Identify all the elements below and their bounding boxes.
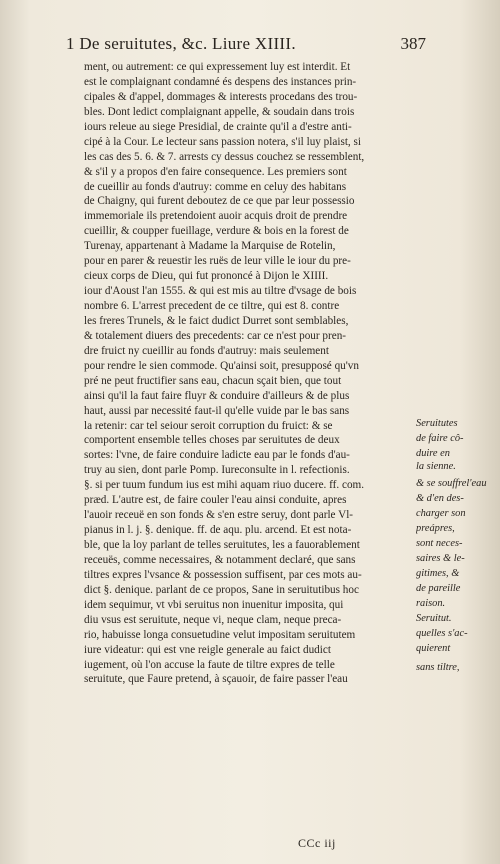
margin-note: preápres, (416, 523, 455, 534)
text-line: bles. Dont ledict complaignant appelle, & soudain dans trois (84, 105, 355, 118)
margin-note: quelles s'ac- (416, 628, 468, 639)
margin-note: raison. (416, 598, 446, 609)
margin-note: quierent (416, 643, 451, 654)
text-line: de cueillir au fonds d'autruy: comme en celuy des habitans (84, 180, 347, 193)
text-line: & totalement diuers des precedents: car ce n'est pour pren- (84, 329, 347, 342)
text-line: §. si per tuum fundum ius est mihi aquam riuo ducere. ff. com. (84, 479, 365, 492)
margin-note: Seruitut. (416, 613, 452, 624)
text-line: cieux corps de Dieu, qui fut prononcé à Dijon le XIIII. (84, 270, 329, 283)
margin-note: & se souffrel'eau (416, 478, 487, 489)
text-line: Turenay, appartenant à Madame la Marquise de Rotelin, (84, 240, 336, 253)
text-line: cipales & d'appel, dommages & interests procedans des trou- (84, 90, 358, 103)
margin-note: de pareille (416, 583, 461, 594)
margin-note: duire en (416, 448, 450, 459)
margin-note: & d'en des- (416, 493, 464, 504)
text-line: tiltres expres l'vsance & possession suffisent, par ces mots au- (84, 568, 362, 581)
text-line: ble, que la loy parlant de telles seruitutes, les a fauorablement (84, 539, 360, 551)
margin-note: la sienne. (416, 461, 456, 472)
text-line: dre fruict ny cueillir au fonds d'autruy: mais seulement (84, 344, 329, 357)
margin-note: gitimes, & (416, 568, 460, 579)
text-line: diu vsus est seruitute, neque vi, neque clam, neque preca- (84, 613, 342, 626)
page-number: 387 (400, 34, 426, 53)
text-line: ainsi qu'il la faut faire fluyr & conduire d'ailleurs & de plus (84, 389, 350, 402)
text-line: les cas des 5. 6. & 7. arrests cy dessus couchez se ressemblent, (84, 150, 365, 163)
text-line: immemoriale ils pretendoient auoir acquis droit de prendre (84, 210, 348, 223)
text-line: truy au sien, dont parle Pomp. Iureconsulte in l. refectionis. (84, 464, 350, 477)
text-line: iour d'Aoust l'an 1555. & qui est mis au tiltre d'vsage de bois (84, 285, 357, 298)
text-line: ment, ou autrement: ce qui expressement luy est interdit. Et (84, 61, 351, 73)
text-line: dict §. denique. parlant de ce propos, Sane in seruitutibus hoc (84, 583, 359, 596)
text-line: pour rendre le sien commode. Qu'ainsi soit, presupposé qu'vn (84, 359, 359, 372)
body-text (84, 60, 416, 687)
text-line: pour en parer & reuestir les ruës de leur ville le iour du pre- (84, 255, 351, 268)
text-line: cipé à la Cour. Le lecteur sans passion notera, s'il luy plaist, si (84, 135, 361, 148)
margin-note: sans tiltre, (416, 662, 460, 673)
text-line: nombre 6. L'arrest precedent de ce tiltre, qui est 8. contre (84, 300, 340, 312)
text-line: de Chaigny, qui furent deboutez de ce que par leur possessio (84, 195, 355, 208)
margin-note: sont neces- (416, 538, 463, 549)
text-line: haut, aussi par necessité faut-il qu'elle vuide par le bas sans (84, 404, 350, 417)
text-line: cueillir, & coupper fueillage, verdure & bois en la forest de (84, 225, 349, 238)
text-line: est le complaignant condamné és despens des instances prin- (84, 75, 357, 88)
margin-note: charger son (416, 508, 466, 519)
text-line: les freres Trunels, & le faict dudict Durret sont semblables, (84, 314, 349, 327)
text-line: pianus in l. j. §. denique. ff. de aqu. plu. arcend. Et est nota- (84, 524, 352, 537)
text-line: iours releue au siege Presidial, de crainte qu'il a d'estre anti- (84, 120, 352, 133)
text-line: l'auoir receuë en son fonds & s'en estre seruy, dont parle Vl- (84, 509, 354, 522)
text-line: seruitute, que Faure pretend, à sçauoir, de faire passer l'eau (84, 673, 348, 686)
text-line: idem sequimur, vt vbi seruitus non inuenitur imposita, qui (84, 598, 344, 611)
running-head: 1 De seruitutes, &c. Liure XIIII. (66, 34, 296, 53)
margin-note: saires & le- (416, 553, 465, 564)
text-line: receuës, comme necessaires, & notamment declaré, que sans (84, 553, 356, 566)
text-line: præd. L'autre est, de faire couler l'eau ainsi conduite, apres (84, 494, 347, 507)
text-line: iugement, où l'on accuse la faute de tiltre expres de telle (84, 658, 335, 671)
text-line: sortes: l'vne, de faire conduire ladicte eau par le fonds d'au- (84, 449, 350, 462)
text-line: iure videatur: qui est vne reigle generale au faict dudict (84, 643, 331, 656)
text-line: & s'il y a propos d'en faire consequence. Les premiers sont (84, 165, 347, 178)
page-header (66, 34, 426, 56)
text-line: rio, habuisse longa consuetudine velut impositam seruitutem (84, 628, 356, 641)
text-line: comportent ensemble telles choses par seruitutes de deux (84, 434, 340, 447)
text-line: la retenir: car tel seiour seroit corruption du fruict: & se (84, 419, 333, 432)
margin-note: de faire cô- (416, 433, 464, 444)
margin-note: Seruitutes (416, 418, 458, 429)
text-line: pré ne peut fructifier sans eau, chacun sçait bien, que tout (84, 374, 342, 387)
signature-mark: CCc iij (298, 836, 336, 850)
